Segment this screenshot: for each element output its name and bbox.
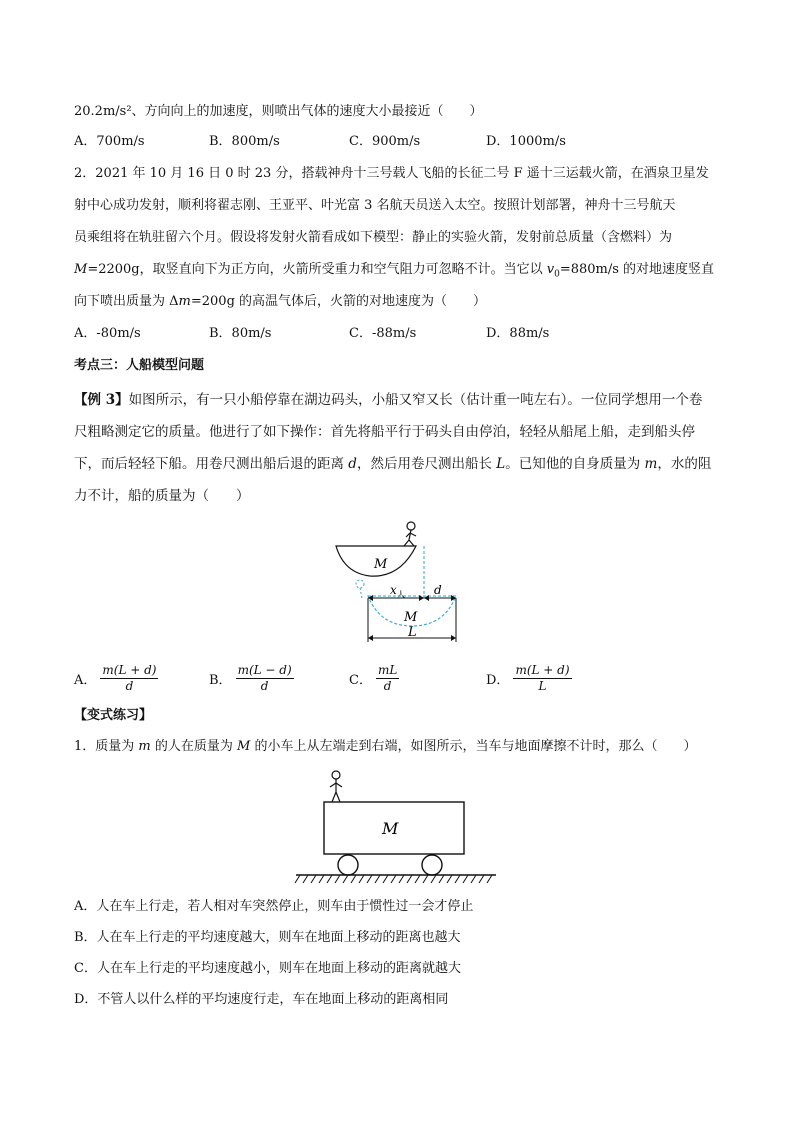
option-c-label: C． [349,672,372,688]
example-3-text-1: 如图所示，有一只小船停靠在湖边码头，小船又窄又长（估计重一吨左右）。一位同学想用一个卷 [128,392,703,408]
example-3-option-d[interactable] [486,658,572,698]
boat-lower-label: M [404,610,418,625]
example-3-tag: 【例 3】 [74,392,129,408]
var-M: M [74,262,88,277]
example-3-option-a[interactable] [74,658,158,698]
option-d-fraction [513,663,571,694]
q2-option-a[interactable]: A．-80m/s [74,326,141,341]
q2-line-4-b: =2200g，取竖直向下为正方向，火箭所受重力和空气阻力可忽略不计。当它以 [87,262,547,277]
q1-option-d[interactable]: D．1000m/s [486,134,566,149]
variant-1-option-b[interactable]: B．人在车上行走的平均速度越大，则车在地面上移动的距离也越大 [74,930,461,945]
boat-upper-label: M [374,557,388,572]
option-a-label: A． [74,672,97,688]
variant-1-option-d[interactable]: D．不管人以什么样的平均速度行走，车在地面上移动的距离相同 [74,992,449,1007]
var-d: d [348,456,357,472]
person-dashed-icon [356,580,364,598]
example-3-line-1 [74,391,702,409]
var-m: m [178,294,191,309]
option-c-den: d [383,678,392,693]
example-3-option-b[interactable] [209,658,294,698]
q2-line-4-c: =880m/s 的对地速度竖直 [559,262,715,277]
option-b-num: m(L − d) [237,662,292,677]
wheel-right-icon [422,855,442,875]
var-L: L [496,456,506,472]
person-icon [404,522,416,546]
q1-option-b[interactable]: B．800m/s [209,134,280,149]
q1-text-tail: 20.2m/s²、方向向上的加速度，则喷出气体的速度大小最接近（ ） [74,104,483,119]
person-icon [330,771,342,802]
q2-line-4 [74,261,714,284]
cart-label: M [382,819,399,838]
q2-line-5-b: =200g 的高温气体后，火箭的对地速度为（ ） [190,294,487,309]
option-a-den: d [125,678,134,693]
option-d-num: m(L + d) [515,662,570,677]
example-3-line-2: 尺粗略测定它的质量。他进行了如下操作：首先将船平行于码头自由停泊，轻轻从船尾上船，走到船头停 [74,424,695,440]
cart-figure [292,768,502,888]
option-c-num: mL [377,662,398,677]
x-person-label: x [390,583,397,597]
option-b-den: d [260,678,269,693]
L-label: L [408,625,417,640]
example-3-line-3-c: 。已知他的自身质量为 [505,456,645,472]
variant-title: 【变式练习】 [74,708,153,723]
variant-1-a: 1．质量为 [74,739,139,754]
q2-option-b[interactable]: B．80m/s [209,326,272,341]
example-3-line-3-b: ，然后用卷尺测出船长 [356,456,497,472]
example-3-line-4: 力不计，船的质量为（ ） [74,488,250,504]
q1-options [74,133,694,151]
q2-line-1: 2．2021 年 10 月 16 日 0 时 23 分，搭载神舟十三号载人飞船的长征二号 F 遥十三运载火箭，在酒泉卫星发 [74,166,709,181]
variant-1-option-a[interactable]: A．人在车上行走，若人相对车突然停止，则车由于惯性过一会才停止 [74,899,474,914]
option-d-den: L [538,678,547,693]
variant-1-c: 的小车上从左端走到右端，如图所示，当车与地面摩擦不计时，那么（ ） [250,739,697,754]
boat-figure [330,518,470,646]
option-b-fraction [236,663,294,694]
q2-line-2: 射中心成功发射，顺利将翟志刚、王亚平、叶光富 3 名航天员送入太空。按照计划部署，神舟十三号航天 [74,198,676,213]
option-c-fraction [376,663,399,694]
q2-line-5-a: 向下喷出质量为 Δ [74,294,179,309]
option-a-num: m(L + d) [102,662,157,677]
section-3-title: 考点三：人船模型问题 [74,358,205,373]
q2-option-c[interactable]: C．-88m/s [349,326,417,341]
q2-line-5 [74,293,486,311]
example-3-option-c[interactable] [349,658,399,698]
q2-options [74,325,694,343]
sub-0: 0 [554,269,560,280]
d-label: d [434,583,442,597]
example-3-line-3 [74,455,711,473]
variant-1-option-c[interactable]: C．人在车上行走的平均速度越小，则车在地面上移动的距离就越大 [74,961,461,976]
var-m2: m [644,456,658,472]
var-v: v [546,262,555,277]
q2-option-d[interactable]: D．88m/s [486,326,550,341]
x-person-sub: 人 [397,590,405,599]
q1-option-c[interactable]: C．900m/s [349,134,421,149]
option-b-label: B． [209,672,232,688]
variant-1-b: 的人在质量为 [150,739,237,754]
variant-1-stem [74,738,696,756]
q2-line-3: 员乘组将在轨驻留六个月。假设将发射火箭看成如下模型：静止的实验火箭，发射前总质量（含燃料）为 [74,230,673,245]
option-d-label: D． [486,672,510,688]
var-m3: m [138,739,151,754]
example-3-line-3-a: 下，而后轻轻下船。用卷尺测出船后退的距离 [74,456,349,472]
option-a-fraction [100,663,158,694]
example-3-line-3-e: ，水的阻 [657,456,712,472]
var-M2: M [237,739,251,754]
wheel-left-icon [338,855,358,875]
q1-option-a[interactable]: A．700m/s [74,134,145,149]
ground-hatch [295,875,492,883]
